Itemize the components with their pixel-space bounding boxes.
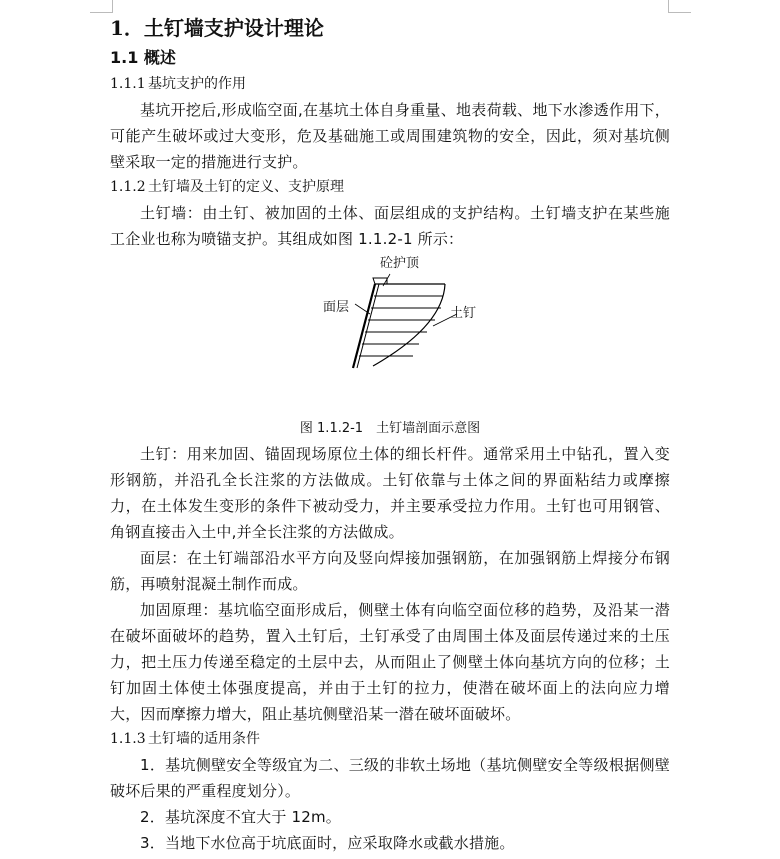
section-1-1-3-heading <box>110 727 670 752</box>
section-title: 土钉墙及土钉的定义、支护原理 <box>148 179 344 195</box>
label-nail: 土钉 <box>450 306 477 321</box>
section-1-1-2-heading <box>110 175 670 200</box>
label-cap: 砼护顶 <box>380 256 420 271</box>
paragraph-soil-nail: 土钉：用来加固、锚固现场原位土体的细长杆件。通常采用土中钻孔，置入变形钢筋，并沿孔全长注浆的方法做成。土钉依靠与土体之间的界面粘结力或摩擦力，在土体发生变形的条件下被动受力，并主要承受拉力作用。土钉也可用钢管、角钢直接击入土中,并全长注浆的方法做成。 <box>110 445 670 541</box>
soil-nail-wall-figure <box>110 252 670 417</box>
heading-2: 1.1 概述 <box>110 48 176 67</box>
section-title: 土钉墙的适用条件 <box>148 731 260 747</box>
heading-1: 1．土钉墙支护设计理论 <box>110 16 324 40</box>
section-number: 1.1.2 <box>110 179 146 195</box>
page-corner-mark-right <box>668 0 691 13</box>
section-number: 1.1.3 <box>110 731 146 747</box>
figure-caption: 图 1.1.2-1 土钉墙剖面示意图 <box>299 421 481 436</box>
paragraph-principle: 加固原理：基坑临空面形成后，侧壁土体有向临空面位移的趋势，及沿某一潜在破坏面破坏的趋势，置入土钉后，土钉承受了由周围土体及面层传递过来的土压力，把土压力传递至稳定的土层中去，从而阻止了侧壁土体向基坑方向的位移；土钉加固土体使土体强度提高，并由于土钉的拉力，使潜在破坏面上的法向应力增大，因而摩擦力增大，阻止基坑侧壁沿某一潜在破坏面破坏。 <box>110 601 670 723</box>
paragraph-facing: 面层：在土钉端部沿水平方向及竖向焊接加强钢筋，在加强钢筋上焊接分布钢筋，再喷射混凝土制作而成。 <box>110 549 670 593</box>
paragraph-definition: 土钉墙：由土钉、被加固的土体、面层组成的支护结构。土钉墙支护在某些施工企业也称为喷锚支护。其组成如图 1.1.2-1 所示： <box>110 204 670 248</box>
section-title: 基坑支护的作用 <box>148 76 246 92</box>
document-page <box>110 12 670 856</box>
soil-nail-wall-diagram <box>315 256 485 406</box>
label-facing: 面层 <box>323 300 350 315</box>
condition-item: 3．当地下水位高于坑底面时，应采取降水或截水措施。 <box>140 834 515 852</box>
paragraph-purpose: 基坑开挖后,形成临空面,在基坑土体自身重量、地表荷载、地下水渗透作用下，可能产生破坏或过大变形，危及基础施工或周围建筑物的安全，因此，须对基坑侧壁采取一定的措施进行支护。 <box>110 101 670 171</box>
section-1-1-1-heading <box>110 72 670 97</box>
condition-item: 2．基坑深度不宜大于 12m。 <box>140 808 342 826</box>
section-number: 1.1.1 <box>110 76 146 92</box>
condition-item: 1．基坑侧壁安全等级宜为二、三级的非软土场地（基坑侧壁安全等级根据侧壁破坏后果的严重程度划分）。 <box>110 756 670 800</box>
